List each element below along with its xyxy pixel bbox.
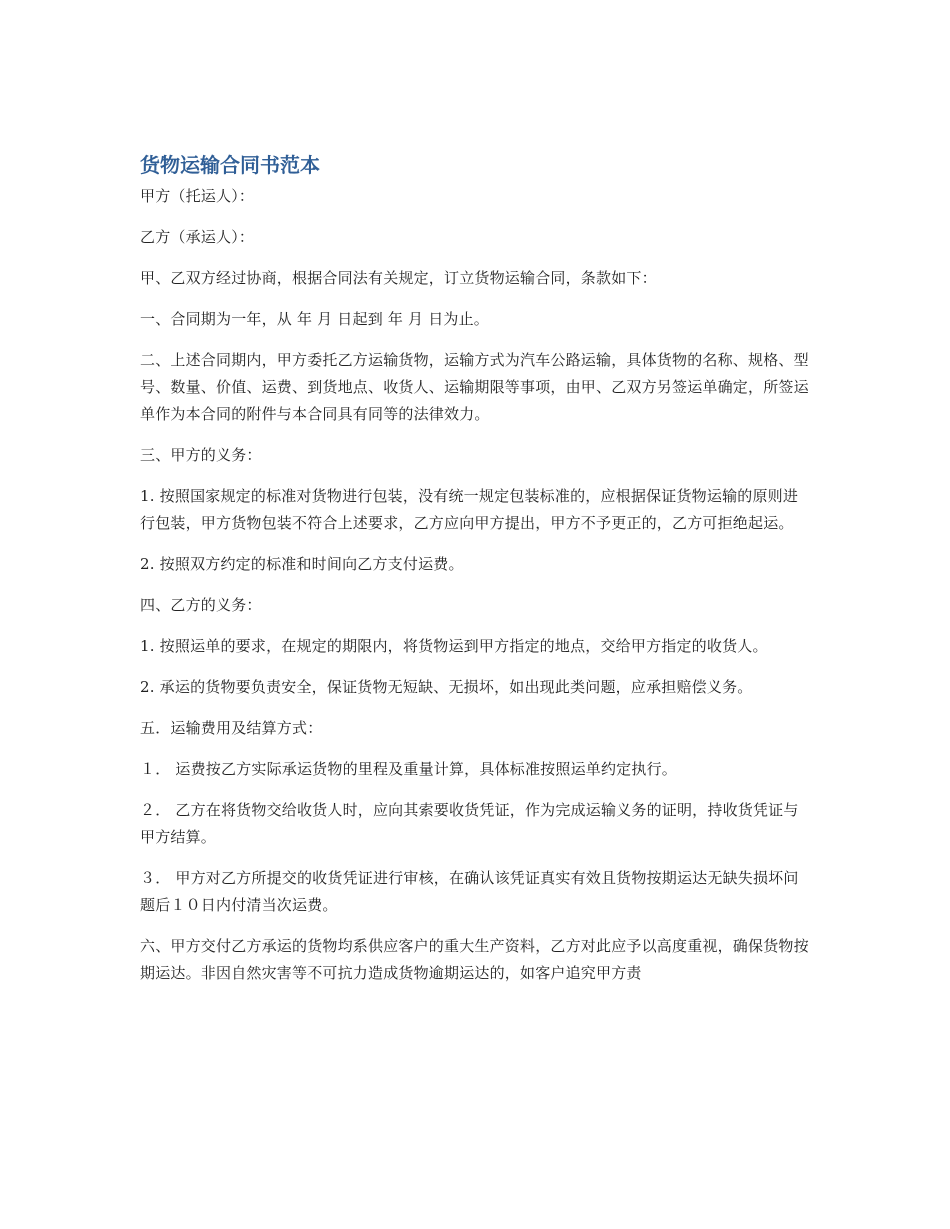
document-content: [140, 150, 812, 1001]
fees-settlement-heading: 五．运输费用及结算方式：: [140, 719, 323, 737]
contract-intro-paragraph: 甲、乙双方经过协商，根据合同法有关规定，订立货物运输合同，条款如下：: [140, 269, 657, 287]
party-a-duties-heading: 三、甲方的义务：: [140, 446, 262, 464]
fee-clause-2: ２． 乙方在将货物交给收货人时，应向其索要收货凭证，作为完成运输义务的证明，持收货凭证与甲方结算。: [140, 801, 799, 846]
transport-entrustment-paragraph: 二、上述合同期内，甲方委托乙方运输货物，运输方式为汽车公路运输，具体货物的名称、规格、型号、数量、价值、运费、到货地点、收货人、运输期限等事项，由甲、乙双方另签运单确定，所签运单作为本合同的附件与本合同具有同等的法律效力。: [140, 351, 809, 423]
fee-clause-3: ３． 甲方对乙方所提交的收货凭证进行审核，在确认该凭证真实有效且货物按期运达无缺失损坏问题后１０日内付清当次运费。: [140, 869, 799, 914]
party-a-duty-2: 2. 按照双方约定的标准和时间向乙方支付运费。: [140, 555, 464, 573]
fee-clause-1: １． 运费按乙方实际承运货物的里程及重量计算，具体标准按照运单约定执行。: [140, 760, 677, 778]
party-b-duty-2: 2. 承运的货物要负责安全，保证货物无短缺、无损坏，如出现此类问题，应承担赔偿义务。: [140, 678, 753, 696]
document-title: 货物运输合同书范本: [140, 153, 320, 177]
party-b-line: 乙方（承运人）：: [140, 228, 255, 246]
delivery-importance-paragraph: 六、甲方交付乙方承运的货物均系供应客户的重大生产资料，乙方对此应予以高度重视，确保货物按期运达。非因自然灾害等不可抗力造成货物逾期运达的，如客户追究甲方责: [140, 937, 809, 982]
contract-term-paragraph: 一、合同期为一年，从 年 月 日起到 年 月 日为止。: [140, 310, 490, 328]
party-a-duty-1: 1. 按照国家规定的标准对货物进行包装，没有统一规定包装标准的，应根据保证货物运输的原则进行包装，甲方货物包装不符合上述要求，乙方应向甲方提出，甲方不予更正的，乙方可拒绝起运。: [140, 487, 799, 532]
party-a-line: 甲方（托运人）：: [140, 187, 255, 205]
party-b-duties-heading: 四、乙方的义务：: [140, 596, 262, 614]
party-b-duty-1: 1. 按照运单的要求，在规定的期限内，将货物运到甲方指定的地点，交给甲方指定的收货人。: [140, 637, 768, 655]
